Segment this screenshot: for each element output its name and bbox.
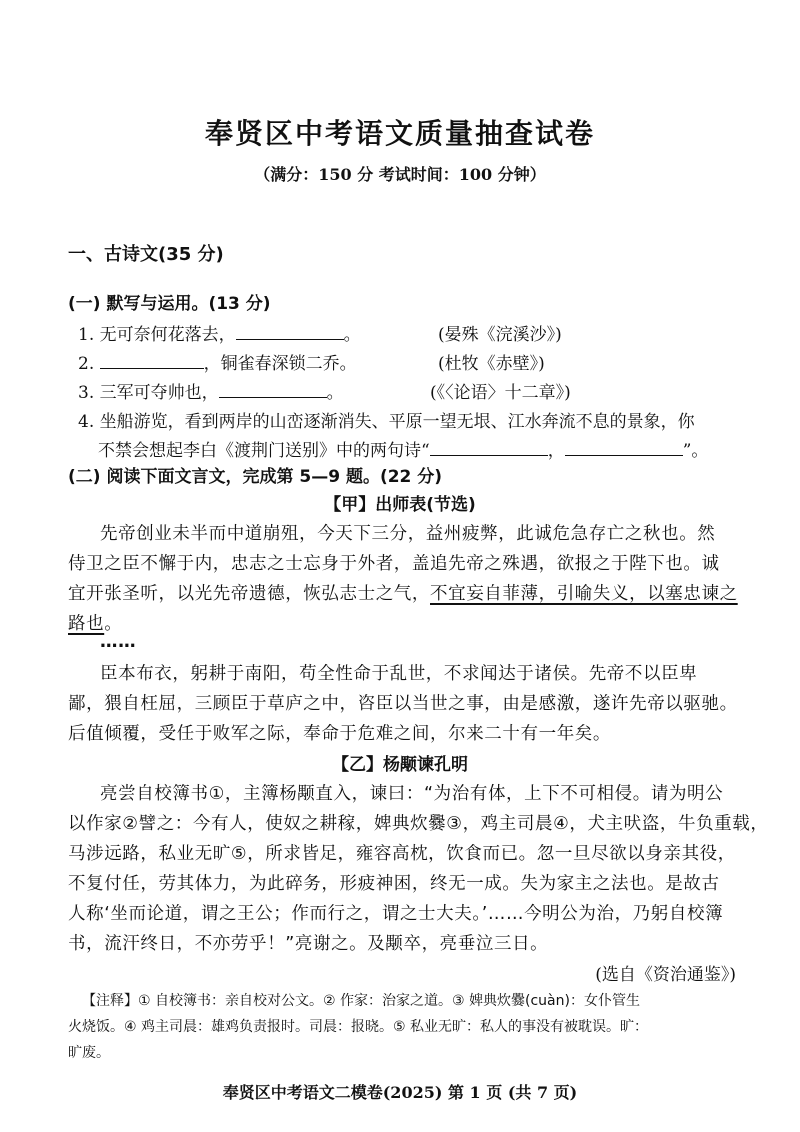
question-3	[78, 378, 344, 403]
answer-blank[interactable]	[236, 323, 344, 340]
part-heading: (二) 阅读下面文言文，完成第 5—9 题。(22 分)	[68, 467, 443, 487]
answer-blank[interactable]	[100, 352, 204, 369]
ellipsis: ……	[100, 632, 137, 652]
annotation-line: 旷废。	[68, 1045, 110, 1061]
answer-blank[interactable]	[430, 439, 548, 456]
section-heading: 一、古诗文(35 分)	[68, 244, 224, 265]
answer-blank[interactable]	[565, 439, 683, 456]
question-text: 。	[326, 383, 344, 403]
passage-line: 后值倾覆，受任于败军之际，奉命于危难之间，尔来二十有一年矣。	[68, 724, 611, 744]
passage-line: 亮尝自校簿书①，主簿杨颙直入，谏曰：“为治有体，上下不可相侵。请为明公	[100, 784, 724, 804]
question-source: (杜牧《赤壁》)	[438, 354, 545, 374]
passage-line: 臣本布衣，躬耕于南阳，苟全性命于乱世，不求闻达于诸侯。先帝不以臣卑	[100, 664, 698, 684]
passage-line: 人称‘坐而论道，谓之王公；作而行之，谓之士大夫。’……今明公为治，乃躬自校簿	[68, 904, 724, 924]
question-4-line-2	[98, 436, 708, 461]
question-source: (《〈论语〉十二章》)	[430, 383, 571, 403]
question-text: ，铜雀春深锁二乔。	[203, 354, 357, 374]
part-heading: (一) 默写与运用。(13 分)	[68, 294, 271, 314]
passage-title: 【甲】出师表(节选)	[324, 495, 476, 515]
question-text: 3. 三军可夺帅也，	[78, 383, 219, 403]
passage-line: 马涉远路，私业无旷⑤，所求皆足，雍容高枕，饮食而已。忽一旦尽欲以身亲其役，	[68, 844, 736, 864]
question-source: (晏殊《浣溪沙》)	[438, 325, 562, 345]
passage-line	[68, 580, 738, 605]
passage-text: 宜开张圣听，以光先帝遗德，恢弘志士之气，	[68, 584, 430, 604]
question-text: 不禁会想起李白《渡荆门送别》中的两句诗“	[98, 441, 430, 461]
exam-title: 奉贤区中考语文质量抽查试卷	[204, 117, 595, 150]
passage-line: 鄙，猥自枉屈，三顾臣于草庐之中，咨臣以当世之事，由是感激，遂许先帝以驱驰。	[68, 694, 738, 714]
passage-line: 先帝创业未半而中道崩殂，今天下三分，益州疲弊，此诚危急存亡之秋也。然	[100, 524, 716, 544]
passage-line: 不复付任，劳其体力，为此碎务，形疲神困，终无一成。失为家主之法也。是故古	[68, 874, 720, 894]
passage-line: 书，流汗终日，不亦劳乎！”亮谢之。及颙卒，亮垂泣三日。	[68, 934, 549, 954]
passage-line: 侍卫之臣不懈于内，忠志之士忘身于外者，盖追先帝之殊遇，欲报之于陛下也。诚	[68, 554, 720, 574]
passage-line: 以作家②譬之：今有人，使奴之耕稼，婢典炊爨③，鸡主司晨④，犬主吠盗，牛负重载，	[68, 814, 769, 834]
underlined-text: 路也	[68, 614, 105, 634]
question-text: ，	[547, 441, 565, 461]
question-text: 2.	[78, 354, 100, 374]
question-text: 。	[343, 325, 361, 345]
passage-title: 【乙】杨颙谏孔明	[332, 755, 468, 775]
question-4-line-1: 4. 坐船游览，看到两岸的山峦逐渐消失、平原一望无垠、江水奔流不息的景象，你	[78, 412, 695, 432]
passage-source: (选自《资治通鉴》)	[595, 965, 736, 985]
question-1	[78, 320, 361, 345]
page-footer: 奉贤区中考语文二模卷(2025) 第 1 页 (共 7 页)	[222, 1083, 578, 1102]
annotation-line: 火烧饭。④ 鸡主司晨：雄鸡负责报时。司晨：报晓。⑤ 私业无旷：私人的事没有被耽误。旷：	[68, 1019, 648, 1035]
answer-blank[interactable]	[219, 381, 327, 398]
question-text: ”。	[682, 441, 709, 461]
exam-subtitle: （满分：150 分 考试时间：100 分钟）	[254, 165, 546, 184]
passage-text: 。	[104, 614, 123, 634]
underlined-text: 不宜妄自菲薄，引喻失义，以塞忠谏之	[430, 584, 738, 604]
question-2	[78, 349, 357, 374]
question-text: 1. 无可奈何花落去，	[78, 325, 236, 345]
annotation-line: 【注释】① 自校簿书：亲自校对公文。② 作家：治家之道。③ 婢典炊爨(cuàn)：女仆管生	[82, 993, 640, 1009]
